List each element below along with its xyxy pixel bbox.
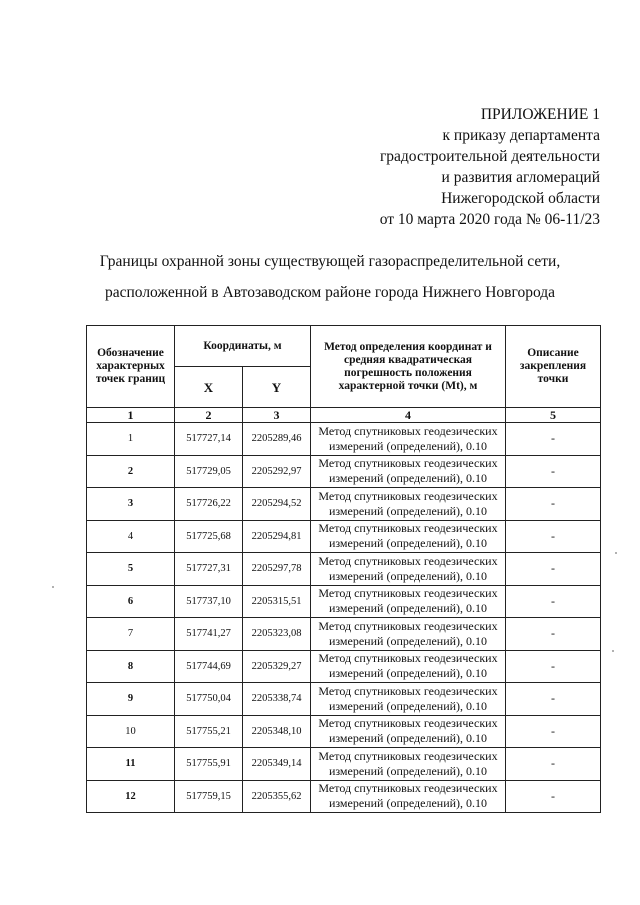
table-row [87,650,601,683]
method-cell: Метод спутниковых геодезических измерений (определений), 0.10 [311,585,506,618]
document-title [60,246,600,308]
description-cell: - [506,423,601,456]
point-number: 9 [87,683,175,716]
table-row [87,423,601,456]
header-y: Y [243,367,311,408]
description-cell: - [506,650,601,683]
coord-x: 517727,14 [175,423,243,456]
scan-speck [612,650,614,652]
description-cell: - [506,683,601,716]
method-cell: Метод спутниковых геодезических измерений (определений), 0.10 [311,520,506,553]
point-number: 4 [87,520,175,553]
description-cell: - [506,618,601,651]
scan-speck [615,552,617,554]
coord-x: 517725,68 [175,520,243,553]
appendix-line: к приказу департамента [442,127,600,144]
method-cell: Метод спутниковых геодезических измерений (определений), 0.10 [311,780,506,813]
appendix-line: Нижегородской области [441,190,600,207]
header-coords: Координаты, м [175,326,311,367]
point-number: 5 [87,553,175,586]
column-number: 2 [175,408,243,423]
point-number: 7 [87,618,175,651]
description-cell: - [506,455,601,488]
table-row [87,585,601,618]
header-point: Обозначение характерных точек границ [87,326,175,408]
point-number: 2 [87,455,175,488]
coord-y: 2205289,46 [243,423,311,456]
coord-x: 517750,04 [175,683,243,716]
title-line-1: Границы охранной зоны существующей газораспределительной сети, [99,253,561,270]
header-method: Метод определения координат и средняя квадратическая погрешность положения характерной точки (Mt), м [311,326,506,408]
coord-y: 2205338,74 [243,683,311,716]
description-cell: - [506,780,601,813]
coord-x: 517744,69 [175,650,243,683]
coord-y: 2205294,81 [243,520,311,553]
description-cell: - [506,520,601,553]
coord-x: 517726,22 [175,488,243,521]
appendix-line: и развития агломераций [441,169,600,186]
table-row [87,748,601,781]
title-line-2: расположенной в Автозаводском районе города Нижнего Новгорода [104,284,556,301]
point-number: 1 [87,423,175,456]
header-description: Описание закрепления точки [506,326,601,408]
table-row [87,780,601,813]
description-cell: - [506,748,601,781]
coord-x: 517741,27 [175,618,243,651]
table-row [87,683,601,716]
table-row [87,715,601,748]
method-cell: Метод спутниковых геодезических измерений (определений), 0.10 [311,553,506,586]
header-x: X [175,367,243,408]
point-number: 12 [87,780,175,813]
coord-y: 2205349,14 [243,748,311,781]
scan-speck [52,586,54,588]
point-number: 10 [87,715,175,748]
coord-y: 2205297,78 [243,553,311,586]
coord-y: 2205329,27 [243,650,311,683]
column-number: 1 [87,408,175,423]
coord-x: 517729,05 [175,455,243,488]
coordinates-table [86,325,601,813]
coord-y: 2205294,52 [243,488,311,521]
appendix-title: ПРИЛОЖЕНИЕ 1 [480,106,600,123]
coord-x: 517755,21 [175,715,243,748]
column-number: 5 [506,408,601,423]
method-cell: Метод спутниковых геодезических измерений (определений), 0.10 [311,618,506,651]
table-row [87,488,601,521]
method-cell: Метод спутниковых геодезических измерений (определений), 0.10 [311,748,506,781]
point-number: 11 [87,748,175,781]
method-cell: Метод спутниковых геодезических измерений (определений), 0.10 [311,715,506,748]
method-cell: Метод спутниковых геодезических измерений (определений), 0.10 [311,650,506,683]
method-cell: Метод спутниковых геодезических измерений (определений), 0.10 [311,488,506,521]
coord-y: 2205323,08 [243,618,311,651]
method-cell: Метод спутниковых геодезических измерений (определений), 0.10 [311,455,506,488]
appendix-date-line: от 10 марта 2020 года № 06-11/23 [379,211,600,228]
point-number: 8 [87,650,175,683]
coord-y: 2205292,97 [243,455,311,488]
point-number: 6 [87,585,175,618]
table-row [87,520,601,553]
point-number: 3 [87,488,175,521]
description-cell: - [506,715,601,748]
description-cell: - [506,585,601,618]
description-cell: - [506,553,601,586]
coord-x: 517755,91 [175,748,243,781]
description-cell: - [506,488,601,521]
table-row [87,455,601,488]
appendix-line: градостроительной деятельности [379,148,600,165]
table-row [87,618,601,651]
coord-y: 2205315,51 [243,585,311,618]
method-cell: Метод спутниковых геодезических измерений (определений), 0.10 [311,423,506,456]
method-cell: Метод спутниковых геодезических измерений (определений), 0.10 [311,683,506,716]
table-row [87,553,601,586]
coord-y: 2205355,62 [243,780,311,813]
coord-x: 517759,15 [175,780,243,813]
coord-x: 517737,10 [175,585,243,618]
coord-x: 517727,31 [175,553,243,586]
column-number: 4 [311,408,506,423]
appendix-block [380,104,600,230]
coord-y: 2205348,10 [243,715,311,748]
column-number: 3 [243,408,311,423]
